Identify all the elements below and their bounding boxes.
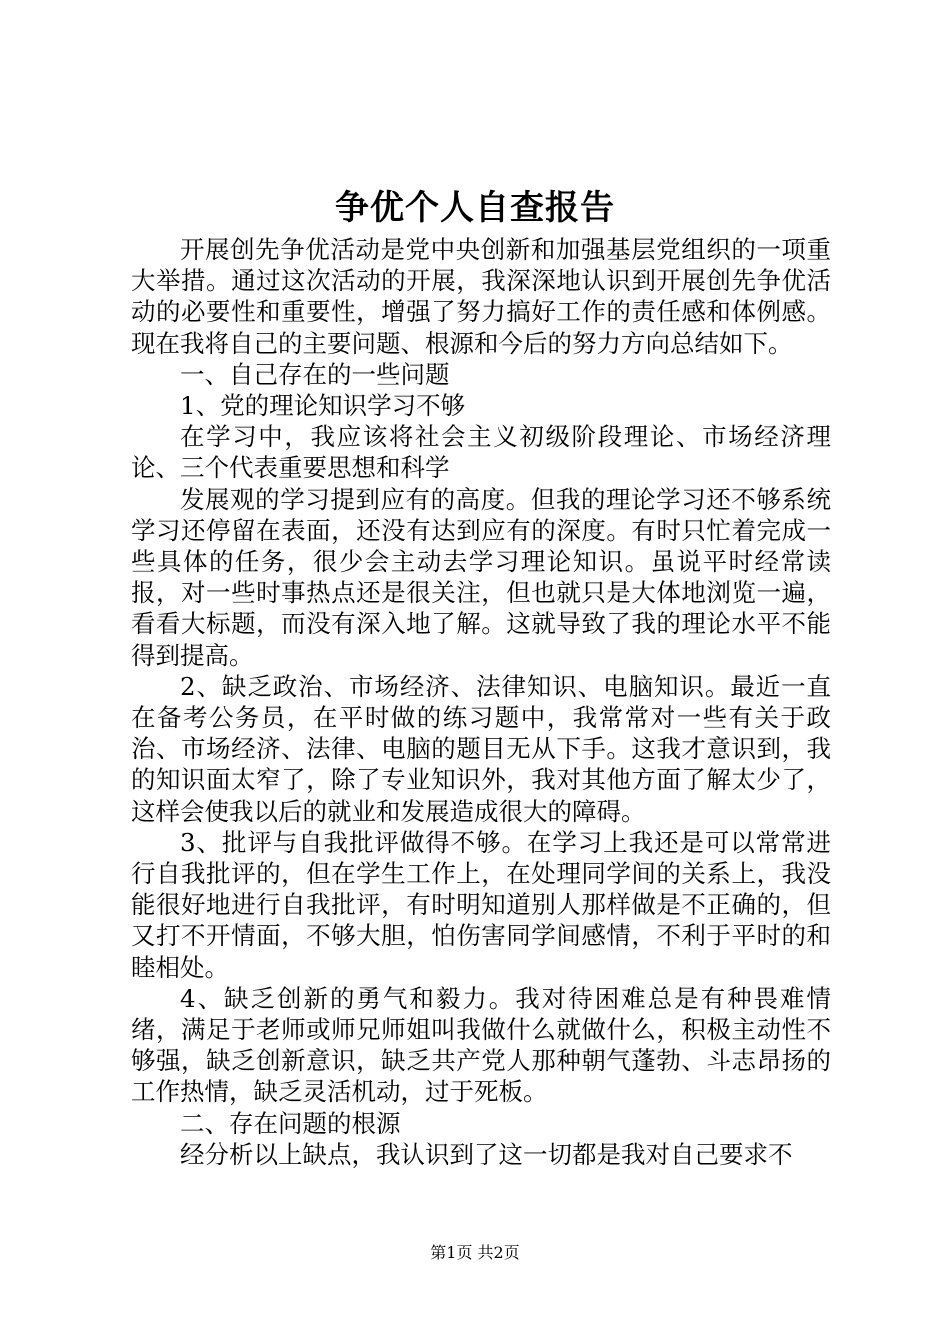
subheading-theory-study: 1、党的理论知识学习不够 [180, 391, 466, 421]
document-body [131, 234, 831, 1170]
paragraph-analysis: 经分析以上缺点，我认识到了这一切都是我对自己要求不 [180, 1139, 793, 1169]
paragraph-knowledge: 2、缺乏政治、市场经济、法律知识、电脑知识。最近一直在备考公务员，在平时做的练习题中，我常常对一些有关于政治、市场经济、法律、电脑的题目无从下手。这我才意识到，我的知识面太窄了，除了专业知识外，我对其他方面了解太少了，这样会使我以后的就业和发展造成很大的障碍。 [131, 671, 831, 826]
paragraph-theory-2: 发展观的学习提到应有的高度。但我的理论学习还不够系统学习还停留在表面，还没有达到应有的深度。有时只忙着完成一些具体的任务，很少会主动去学习理论知识。虽说平时经常读报，对一些时事热点还是很关注，但也就只是大体地浏览一遍，看看大标题，而没有深入地了解。这就导致了我的理论水平不能得到提高。 [131, 484, 831, 670]
page-footer: 第1页 共2页 [430, 1243, 520, 1262]
paragraph-theory-1: 在学习中，我应该将社会主义初级阶段理论、市场经济理论、三个代表重要思想和科学 [131, 422, 831, 483]
section-heading-roots: 二、存在问题的根源 [180, 1108, 401, 1138]
paragraph-criticism: 3、批评与自我批评做得不够。在学习上我还是可以常常进行自我批评的，但在学生工作上，在处理同学间的关系上，我没能很好地进行自我批评，有时明知道别人那样做是不正确的，但又打不开情面，不够大胆，怕伤害同学间感情，不利于平时的和睦相处。 [131, 827, 831, 982]
section-heading-problems: 一、自己存在的一些问题 [180, 359, 450, 389]
paragraph-innovation: 4、缺乏创新的勇气和毅力。我对待困难总是有种畏难情绪，满足于老师或师兄师姐叫我做什么就做什么，积极主动性不够强，缺乏创新意识，缺乏共产党人那种朝气蓬勃、斗志昂扬的工作热情，缺乏灵活机动，过于死板。 [131, 983, 831, 1107]
document-title: 争优个人自查报告 [335, 188, 615, 228]
paragraph-intro: 开展创先争优活动是党中央创新和加强基层党组织的一项重大举措。通过这次活动的开展，我深深地认识到开展创先争优活动的必要性和重要性，增强了努力搞好工作的责任感和体例感。现在我将自己的主要问题、根源和今后的努力方向总结如下。 [131, 235, 831, 358]
